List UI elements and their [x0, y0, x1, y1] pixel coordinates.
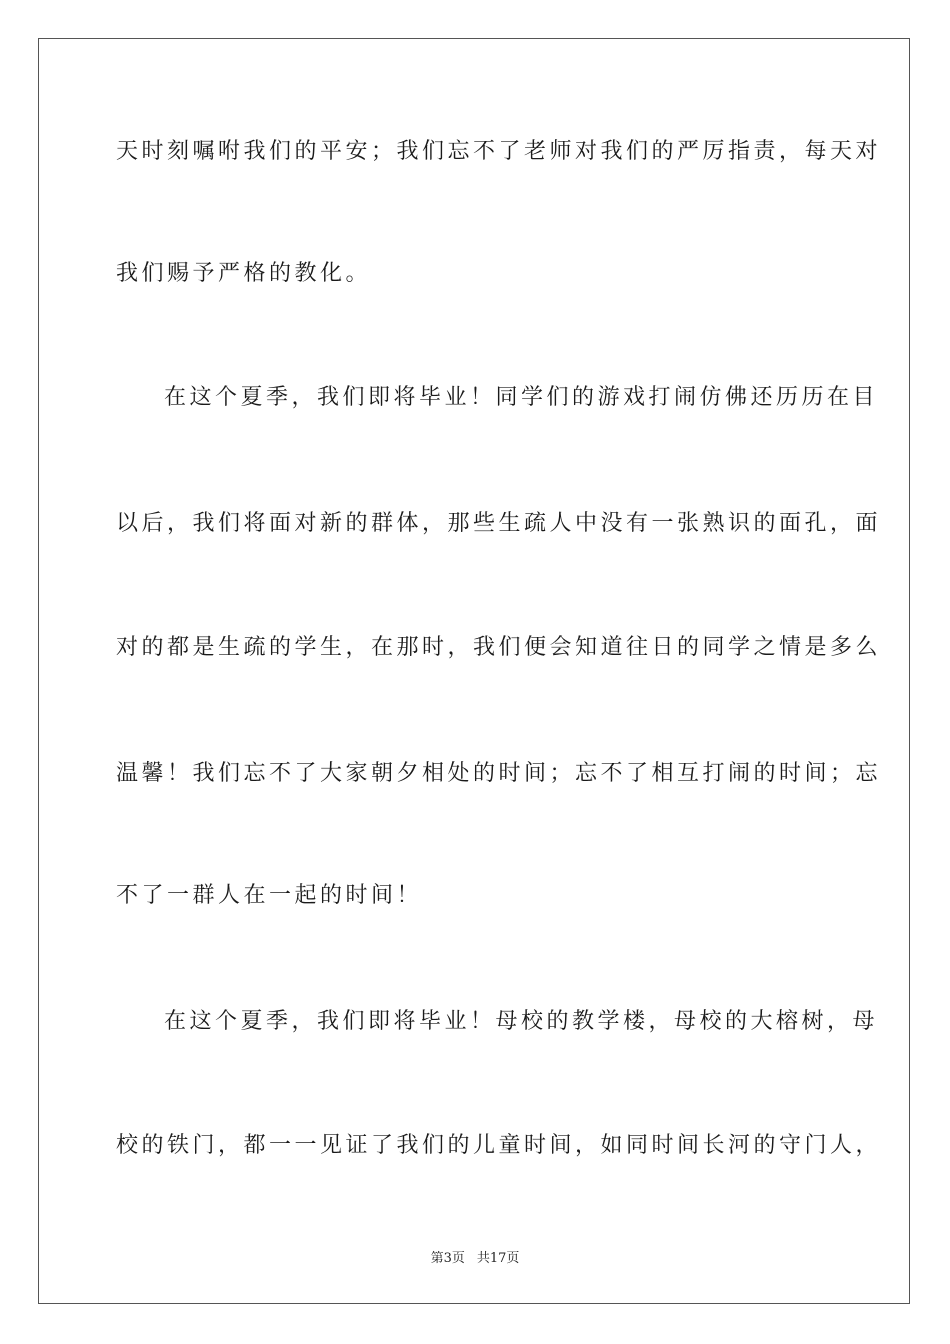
paragraph-start-line-3: 在这个夏季，我们即将毕业！同学们的游戏打闹仿佛还历历在目	[164, 385, 879, 410]
text-line-9: 校的铁门，都一一见证了我们的儿童时间，如同时间长河的守门人，	[116, 1133, 882, 1158]
page-footer	[0, 1247, 950, 1266]
text-line-1: 天时刻嘱咐我们的平安；我们忘不了老师对我们的严厉指责，每天对	[116, 139, 882, 164]
current-page-number: 第3页	[430, 1251, 465, 1266]
text-line-4: 以后，我们将面对新的群体，那些生疏人中没有一张熟识的面孔，面	[116, 511, 882, 536]
text-line-6: 温馨！我们忘不了大家朝夕相处的时间；忘不了相互打闹的时间；忘	[116, 761, 882, 786]
page-border	[38, 38, 910, 1304]
paragraph-start-line-8: 在这个夏季，我们即将毕业！母校的教学楼，母校的大榕树，母	[164, 1009, 879, 1034]
text-line-5: 对的都是生疏的学生，在那时，我们便会知道往日的同学之情是多么	[116, 635, 882, 660]
total-page-count: 共17页	[476, 1251, 520, 1266]
text-line-7: 不了一群人在一起的时间！	[116, 883, 423, 908]
text-line-2: 我们赐予严格的教化。	[116, 261, 372, 286]
